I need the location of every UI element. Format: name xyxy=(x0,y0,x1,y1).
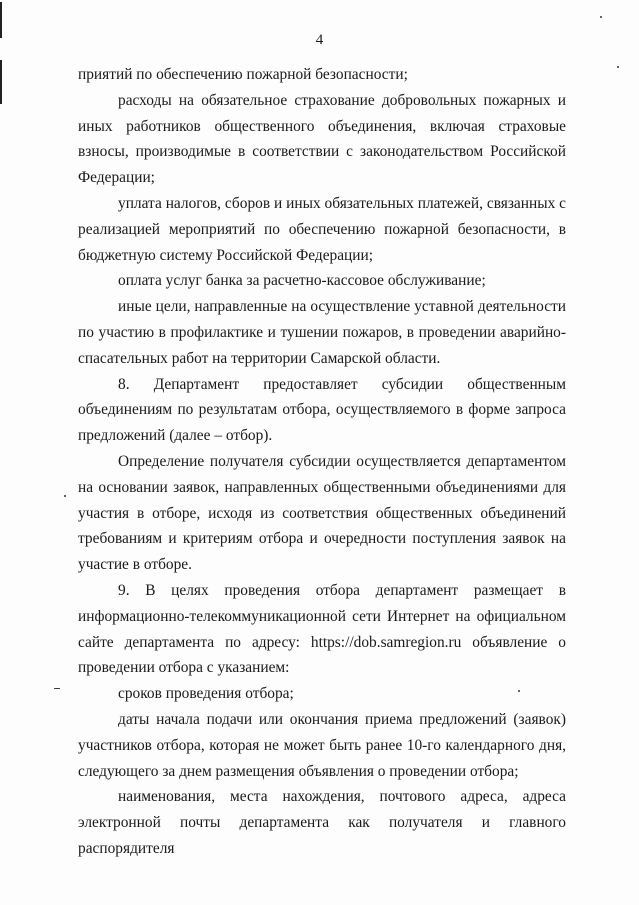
paragraph: сроков проведения отбора; xyxy=(118,685,294,703)
paragraph: даты начала подачи или окончания приема предложений (заявок) участников отбора, которая не может быть ранее 10-го календарного дня, следующего за днем размещения объявления о проведении отбора; xyxy=(78,710,566,780)
scan-speck xyxy=(54,688,60,689)
document-body xyxy=(78,62,566,862)
paragraph: оплата услуг банка за расчетно-кассовое обслуживание; xyxy=(118,272,486,290)
scan-speck xyxy=(600,16,602,18)
scan-speck xyxy=(64,495,66,497)
paragraph: приятий по обеспечению пожарной безопасности; xyxy=(78,66,408,83)
scan-speck xyxy=(617,66,619,68)
paragraph: 8. Департамент предоставляет субсидии общественным объединениям по результатам отбора, осуществляемого в форме запроса предложений (далее – отбор). xyxy=(78,375,566,445)
paragraph: 9. В целях проведения отбора департамент размещает в информационно-телекоммуникационной сети Интернет на официальном сайте департамента по адресу: https://dob.samregion.ru объявление о проведении отбора с указанием: xyxy=(78,581,566,677)
paragraph: уплата налогов, сборов и иных обязательных платежей, связанных с реализацией мероприятий по обеспечению пожарной безопасности, в бюджетную систему Российской Федерации; xyxy=(78,194,566,264)
paragraph: иные цели, направленные на осуществление уставной деятельности по участию в профилактике и тушении пожаров, в проведении аварийно-спасательных работ на территории Самарской области. xyxy=(78,298,566,367)
paragraph: наименования, места нахождения, почтового адреса, адреса электронной почты департамента как получателя и главного распорядителя xyxy=(78,788,566,857)
paragraph: расходы на обязательное страхование добровольных пожарных и иных работников общественного объединения, включая страховые взносы, производимые в соответствии с законодательством Российской Федерации; xyxy=(78,91,566,187)
paragraph: Определение получателя субсидии осуществляется департаментом на основании заявок, направленных общественными объединениями для участия в отборе, исходя из соответствия общественных объединений требованиям и критериям отбора и очередности поступления заявок на участие в отборе. xyxy=(78,452,566,574)
scan-edge-mark xyxy=(0,60,2,104)
page-number: 4 xyxy=(315,32,324,48)
